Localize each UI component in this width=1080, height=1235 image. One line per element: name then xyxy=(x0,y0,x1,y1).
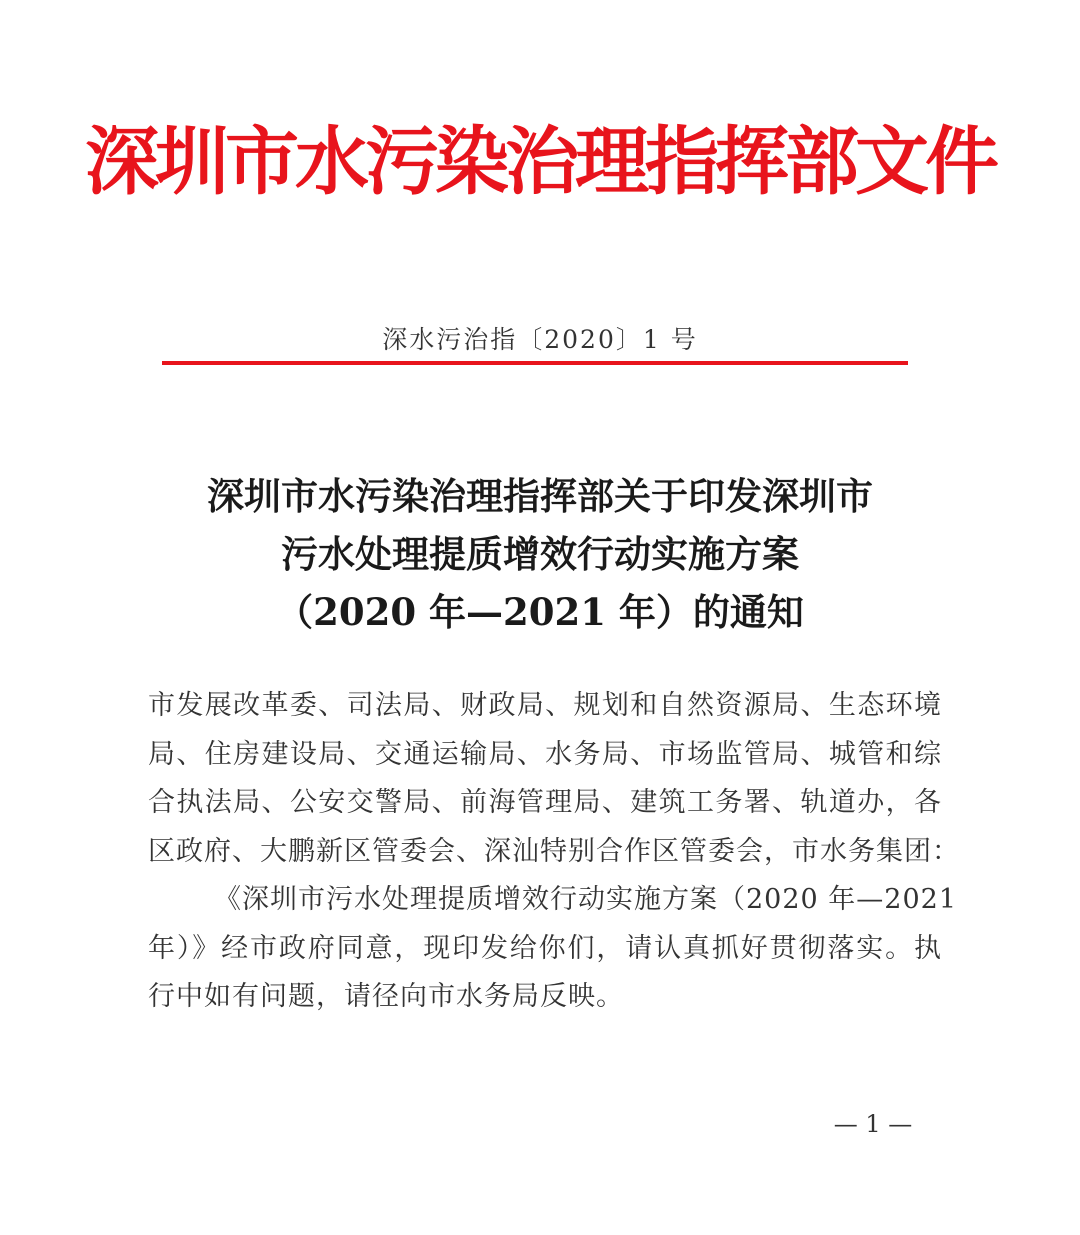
body-text xyxy=(148,682,960,1022)
page-number: — 1 — xyxy=(833,1110,913,1138)
document-title xyxy=(0,467,1080,641)
paragraph-line-3: 行中如有问题，请径向市水务局反映。 xyxy=(148,981,624,1012)
title-line-3: （2020 年—2021 年）的通知 xyxy=(276,590,804,634)
document-number: 深水污治指〔2020〕1 号 xyxy=(382,325,698,354)
paragraph-line-1: 《深圳市污水处理提质增效行动实施方案（2020 年—2021 xyxy=(214,884,958,915)
paragraph-line-2: 年）》经市政府同意，现印发给你们，请认真抓好贯彻落实。执 xyxy=(148,932,942,964)
recipients-line-3: 合执法局、公安交警局、前海管理局、建筑工务署、轨道办，各 xyxy=(148,787,942,818)
issuing-organization-header: 深圳市水污染治理指挥部文件 xyxy=(85,119,995,205)
red-separator-rule xyxy=(162,361,908,365)
recipients-line-2: 局、住房建设局、交通运输局、水务局、市场监管局、城管和综 xyxy=(148,738,942,770)
recipients-line-1: 市发展改革委、司法局、财政局、规划和自然资源局、生态环境 xyxy=(148,690,942,721)
recipients-line-4: 区政府、大鹏新区管委会、深汕特别合作区管委会，市水务集团： xyxy=(148,835,960,867)
title-line-1: 深圳市水污染治理指挥部关于印发深圳市 xyxy=(207,474,873,518)
title-line-2: 污水处理提质增效行动实施方案 xyxy=(281,532,799,576)
